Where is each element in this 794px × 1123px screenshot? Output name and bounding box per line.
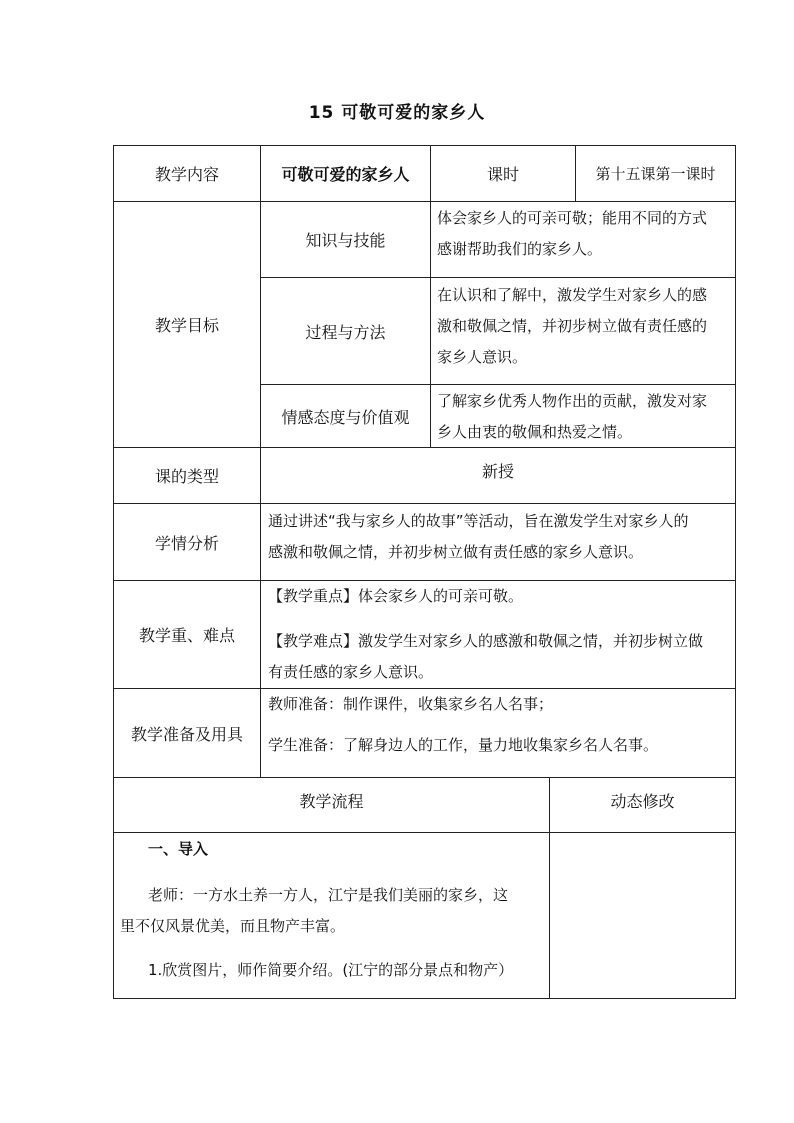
key-points-label: 教学重、难点: [138, 626, 235, 645]
page-title: 15 可敬可爱的家乡人: [308, 103, 486, 123]
objective-process-text: 在认识和了解中，激发学生对家乡人的感 激和敬佩之情，并初步树立做有责任感的 家乡人意识。: [437, 286, 708, 366]
lesson-type-value: 新授: [481, 462, 514, 481]
flow-header-process: 教学流程: [299, 792, 364, 811]
period-label: 课时: [486, 165, 519, 184]
objective-emotion-text: 了解家乡优秀人物作出的贡献，激发对家 乡人由衷的敬佩和热爱之情。: [437, 392, 708, 441]
content-label: 教学内容: [154, 165, 219, 184]
flow-paragraph: 老师：一方水土养一方人，江宁是我们美丽的家乡，这 里不仅风景优美，而且物产丰富。: [120, 886, 509, 935]
content-value: 可敬可爱的家乡人: [281, 165, 410, 184]
preparation-label: 教学准备及用具: [130, 724, 243, 744]
lesson-type-label: 课的类型: [154, 467, 219, 486]
flow-header-modification: 动态修改: [610, 792, 675, 811]
analysis-text: 通过讲述“我与家乡人的故事”等活动，旨在激发学生对家乡人的 感激和敬佩之情，并初步树立做有责任感的家乡人意识。: [268, 512, 689, 561]
difficult-point-text: 【教学难点】激发学生对家乡人的感激和敬佩之情，并初步树立做 有责任感的家乡人意识。: [268, 632, 704, 681]
flow-section-title: 一、导入: [148, 840, 209, 858]
key-point-tag: 【教学重点】: [268, 587, 359, 605]
objective-knowledge-name: 知识与技能: [305, 231, 386, 250]
difficult-point-tag: 【教学难点】: [268, 632, 359, 650]
preparation-teacher: 教师准备：制作课件，收集家乡名人名事；: [268, 695, 554, 713]
flow-item-1: 1.欣赏图片，师作简要介绍。(江宁的部分景点和物产）: [148, 961, 514, 979]
objective-emotion-name: 情感态度与价值观: [281, 407, 410, 427]
objective-process-name: 过程与方法: [305, 322, 386, 342]
period-value: 第十五课第一课时: [595, 165, 716, 183]
objectives-label: 教学目标: [154, 316, 219, 335]
key-point-text: 【教学重点】体会家乡人的可亲可敬。: [268, 587, 524, 605]
preparation-student: 学生准备：了解身边人的工作，量力地收集家乡名人名事。: [268, 736, 659, 754]
objective-knowledge-text: 体会家乡人的可亲可敬；能用不同的方式 感谢帮助我们的家乡人。: [437, 209, 708, 258]
analysis-label: 学情分析: [154, 533, 219, 553]
